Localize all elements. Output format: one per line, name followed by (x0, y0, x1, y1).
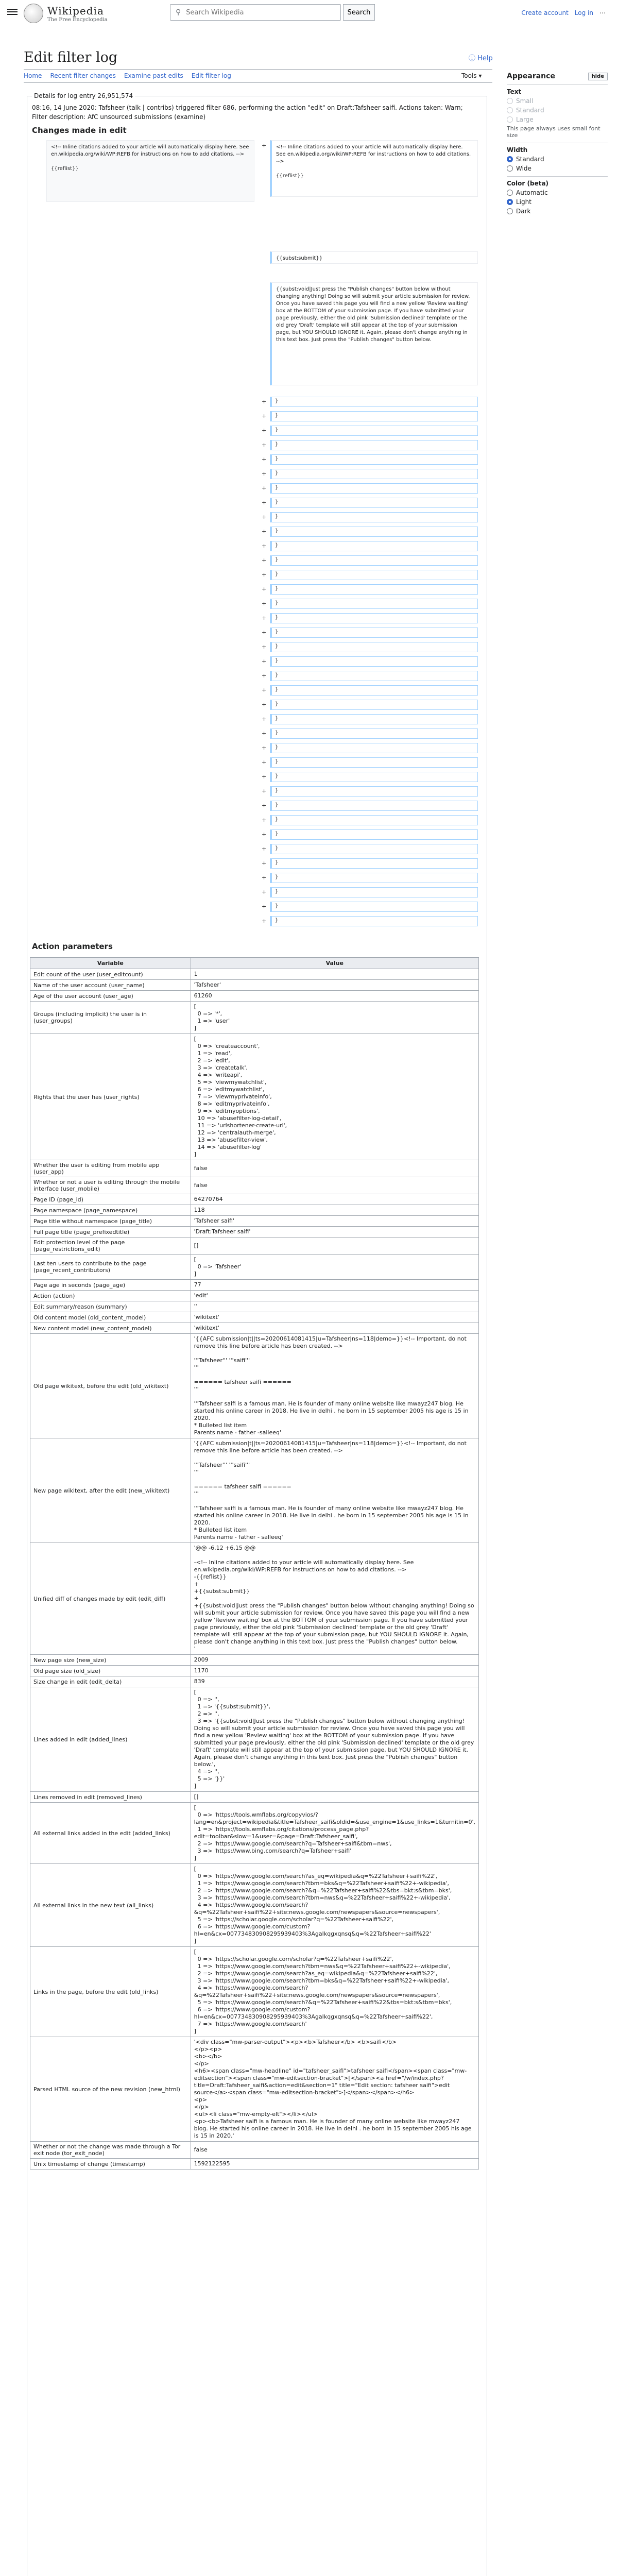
value-column-header: Value (191, 958, 478, 969)
appearance-title: Appearance (507, 72, 555, 80)
diff-plus-marker: + (262, 600, 267, 607)
param-value: [ 0 => 'createaccount', 1 => 'read', 2 => 'edit', 3 => 'createtalk', 4 => 'writeapi', 5 => 'viewmywatchlist', 6 => 'editmywatchlist', 7 => 'viewmyprivateinfo', 8 => 'editmyprivateinfo', 9 => 'editmyoptions', 10 => 'abusefilter-log-detail', 11 => 'urlshortener-create-url', 12 => 'centralauth-merge', 13 => 'abusefilter-view', 14 => 'abusefilter-log' ] (191, 1034, 478, 1160)
param-variable: Edit protection level of the page (page_restrictions_edit) (30, 1238, 191, 1255)
param-value: 'Tafsheer' (191, 980, 478, 991)
params-row (30, 1255, 479, 1280)
param-variable: Name of the user account (user_name) (30, 980, 191, 991)
param-value: 'wikitext' (191, 1312, 478, 1323)
diff-added-line: } (270, 642, 478, 652)
width-wide-radio[interactable]: Wide (507, 165, 608, 172)
diff-added-line: } (270, 584, 478, 595)
more-options-icon[interactable]: ⋯ (599, 9, 606, 16)
help-label: Help (477, 55, 493, 62)
diff-added-line: } (270, 772, 478, 782)
diff-added-block: <!-- Inline citations added to your article will automatically display here. See en.wikipedia.org/wiki/WP:REFB for instructions on how to add citations. --> {{reflist}} (270, 140, 478, 197)
params-row (30, 1194, 479, 1205)
diff-added-line: } (270, 483, 478, 494)
diff-added-line: } (270, 613, 478, 623)
params-row (30, 1655, 479, 1666)
diff-added-line: } (270, 887, 478, 897)
diff-added-line: } (270, 440, 478, 450)
diff-plus-marker: + (262, 672, 267, 679)
param-variable: New content model (new_content_model) (30, 1323, 191, 1334)
param-value: '<div class="mw-parser-output"><p><b>Tafsheer</b> <b>saifi</b> </p><p> <b></b> </p> <h6><span class="mw-headline" id="tafsheer_saifi">tafsheer saifi</span><span class="mw-editsection"><span class="mw-editsection-bracket">[</span><a href="/w/index.php?title=Draft:Tafsheer_saifi&action=edit&section=1" title="Edit section: tafsheer saifi">edit source</a><span class="mw-editsection-bracket">]</span></span></h6> <p> </p> <ul><li class="mw-empty-elt"></li></ul> <p><b>Tafsheer saifi is a famous man. He is founder of many online website like mwayz247 blog. He started his online career in 2018. He live in delhi . he born in 15 september 2005 his age is 15 in 2020.' (191, 2037, 478, 2142)
param-variable: Whether or not the change was made through a Tor exit node (tor_exit_node) (30, 2142, 191, 2159)
params-row (30, 1438, 479, 1543)
diff-plus-marker: + (262, 629, 267, 636)
params-row (30, 1334, 479, 1438)
text-size-group (507, 84, 608, 139)
param-variable: Page title without namespace (page_title) (30, 1216, 191, 1227)
params-row (30, 1291, 479, 1301)
param-variable: Page namespace (page_namespace) (30, 1205, 191, 1216)
param-value: 1 (191, 969, 478, 980)
diff-added-line: } (270, 512, 478, 522)
diff-added-line: } (270, 786, 478, 796)
param-value: 1170 (191, 1666, 478, 1676)
diff-plus-marker: + (262, 701, 267, 708)
param-variable: Groups (including implicit) the user is in (user_groups) (30, 1002, 191, 1034)
diff-plus-marker: + (262, 427, 267, 434)
diff-plus-marker: + (262, 730, 267, 737)
diff-plus-marker: + (262, 687, 267, 693)
diff-plus-marker: + (262, 586, 267, 592)
diff-added-line: } (270, 902, 478, 912)
param-value: '{{AFC submission|t||ts=20200614081415|u=Tafsheer|ns=118|demo=}}<!-- Important, do not remove this line before article has been created. --> '''Tafsheer''' '''saifi''' ''' ====== tafsheer saifi ====== ''' '''Tafsheer saifi is a famous man. He is founder of many online website like mwayz247 blog. He started his online career in 2018. He live in delhi . he born in 15 september 2005 his age is 15 in 2020. * Bulleted list item Parents name - father - salleeq' (191, 1438, 478, 1543)
diff-plus-marker: + (262, 470, 267, 477)
param-value: [ 0 => 'Tafsheer' ] (191, 1255, 478, 1280)
diff-added-void: {{subst:void|Just press the "Publish changes" button below without changing anything! Doing so will submit your article submission for review. Once you have saved this page you will find a new yellow 'Review waiting' box at the BOTTOM of your submission page. If you have submitted your page previously, either the old pink 'Submission declined' template or the old grey 'Draft' template will still appear at the top of your submission page, but YOU SHOULD IGNORE it. Again, please don't change anything in this text box. Just press the "Publish changes" button below. (270, 282, 478, 385)
diff-plus-marker: + (262, 442, 267, 448)
params-row (30, 1160, 479, 1177)
main-menu-icon[interactable] (7, 7, 18, 18)
param-value: [ 0 => 'https://scholar.google.com/scholar?q=%22Tafsheer+saifi%22', 1 => 'https://www.google.com/search?tbm=nws&q=%22Tafsheer+saifi%22+-wikipedia', 2 => 'https://www.google.com/search?as_eq=wikipedia&q=%22Tafsheer+saifi%22', 3 => 'https://www.google.com/search?tbm=bks&q=%22Tafsheer+saifi%22+-wikipedia', 4 => 'https://www.google.com/search?&q=%22Tafsheer+saifi%22+site:news.google.com/newspapers&source=newspapers', 5 => 'https://www.google.com/search?&q=%22Tafsheer+saifi%22&tbs=bkt:s&tbm=bks', 6 => 'https://www.google.com/custom?hl=en&cx=007734830908295939403%3Agalkqgxqnsq&q=%22Tafsheer+saifi%22', 7 => 'https://www.google.com/search' ] (191, 1947, 478, 2037)
diff-added-line: } (270, 570, 478, 580)
params-row (30, 1676, 479, 1687)
param-value: 839 (191, 1676, 478, 1687)
diff-added-line: } (270, 815, 478, 825)
diff-added-line: } (270, 757, 478, 768)
diff-added-line: } (270, 555, 478, 566)
diff-added-submit: {{subst:submit}} (270, 251, 478, 264)
tools-menu[interactable] (461, 72, 482, 79)
diff-added-line: } (270, 844, 478, 854)
param-variable: Age of the user account (user_age) (30, 991, 191, 1002)
param-variable: New page wikitext, after the edit (new_wikitext) (30, 1438, 191, 1543)
site-header (0, 0, 618, 27)
log-in-link[interactable]: Log in (574, 9, 593, 16)
diff-plus-marker: + (262, 759, 267, 766)
tab-examine-past-edits[interactable]: Examine past edits (124, 72, 183, 79)
param-value: [] (191, 1792, 478, 1803)
variable-column-header: Variable (30, 958, 191, 969)
diff-plus-marker: + (262, 528, 267, 535)
param-value: [ 0 => 'https://tools.wmflabs.org/copyvios/?lang=en&project=wikipedia&title=Tafsheer_saifi&oldid=&use_engine=1&use_links=1&turnitin=0', 1 => 'https://tools.wmflabs.org/citations/process_page.php?edit=toolbar&slow=1&user=&page=Draft:Tafsheer_saifi', 2 => 'https://www.google.com/search?q=Tafsheer+saifi&tbm=nws', 3 => 'https://www.bing.com/search?q=Tafsheer+saifi' ] (191, 1803, 478, 1864)
diff-plus-marker: + (262, 802, 267, 809)
param-value: [ 0 => 'https://www.google.com/search?as_eq=wikipedia&q=%22Tafsheer+saifi%22', 1 => 'https://www.google.com/search?tbm=bks&q=%22Tafsheer+saifi%22+-wikipedia', 2 => 'https://www.google.com/search?&q=%22Tafsheer+saifi%22&tbs=bkt:s&tbm=bks', 3 => 'https://www.google.com/search?tbm=nws&q=%22Tafsheer+saifi%22+-wikipedia', 4 => 'https://www.google.com/search?&q=%22Tafsheer+saifi%22+site:news.google.com/newspapers&source=newspapers', 5 => 'https://scholar.google.com/scholar?q=%22Tafsheer+saifi%22', 6 => 'https://www.google.com/custom?hl=en&cx=007734830908295939403%3Agalkqgxqnsq&q=%22Tafsheer+saifi%22' ] (191, 1864, 478, 1947)
diff-plus-marker: + (262, 658, 267, 665)
filter-nav-tabs (24, 72, 231, 79)
diff-added-line: } (270, 916, 478, 926)
param-value: 77 (191, 1280, 478, 1291)
wordmark: Wikipedia (47, 4, 104, 17)
param-variable: New page size (new_size) (30, 1655, 191, 1666)
param-value: '{{AFC submission|t||ts=20200614081415|u=Tafsheer|ns=118|demo=}}<!-- Important, do not remove this line before article has been created. --> '''Tafsheer''' '''saifi''' ''' ====== tafsheer saifi ====== ''' '''Tafsheer saifi is a famous man. He is founder of many online website like mwayz247 blog. He started his online career in 2018. He live in delhi . he born in 15 september 2005 his age is 15 in 2020. * Bulleted list item Parents name - father -salleeq' (191, 1334, 478, 1438)
param-variable: Lines added in edit (added_lines) (30, 1687, 191, 1792)
tab-home[interactable]: Home (24, 72, 42, 79)
params-row (30, 980, 479, 991)
param-value: 'wikitext' (191, 1323, 478, 1334)
param-value: 2009 (191, 1655, 478, 1666)
param-variable: Links in the page, before the edit (old_links) (30, 1947, 191, 2037)
param-variable: Whether or not a user is editing through the mobile interface (user_mobile) (30, 1177, 191, 1194)
tab-edit-filter-log[interactable]: Edit filter log (191, 72, 231, 79)
diff-plus-marker: + (262, 615, 267, 621)
diff-plus-marker: + (262, 571, 267, 578)
param-value: 118 (191, 1205, 478, 1216)
param-variable: Parsed HTML source of the new revision (new_html) (30, 2037, 191, 2142)
param-variable: Old content model (old_content_model) (30, 1312, 191, 1323)
color-group (507, 176, 608, 215)
params-row (30, 1666, 479, 1676)
param-variable: Whether the user is editing from mobile app (user_app) (30, 1160, 191, 1177)
diff-added-line: } (270, 671, 478, 681)
diff-added-line: } (270, 700, 478, 710)
create-account-link[interactable]: Create account (521, 9, 569, 16)
diff-plus-marker: + (262, 499, 267, 506)
width-label: Width (507, 146, 528, 154)
text-size-label: Text (507, 88, 522, 95)
param-value: [ 0 => '', 1 => '{{subst:submit}}', 2 => '', 3 => '{{subst:void|Just press the "Publish changes" button below without changing anything! Doing so will submit your article submission for review. Once you have saved this page you will find a new yellow 'Review waiting' box at the BOTTOM of your submission page. If you have submitted your page previously, either the old pink 'Submission declined' template or the old grey 'Draft' template will still appear at the top of your submission page, but YOU SHOULD IGNORE it. Again, please don't change anything in this text box. Just press the "Publish changes" button below.', 4 => '', 5 => '}}' ] (191, 1687, 478, 1792)
diff-plus-marker: + (262, 817, 267, 823)
param-variable: Old page wikitext, before the edit (old_wikitext) (30, 1334, 191, 1438)
color-label: Color (beta) (507, 180, 549, 187)
params-row (30, 1177, 479, 1194)
param-variable: All external links in the new text (all_links) (30, 1864, 191, 1947)
diff-plus-marker: + (262, 918, 267, 924)
diff-added-line: } (270, 728, 478, 739)
color-light-radio[interactable]: Light (507, 198, 608, 206)
diff-added-line: } (270, 541, 478, 551)
help-icon: ⓘ (469, 55, 476, 62)
diff-added-line: } (270, 801, 478, 811)
params-row (30, 1227, 479, 1238)
diff-added-line: } (270, 527, 478, 537)
diff-plus-marker: + (262, 413, 267, 419)
tagline: The Free Encyclopedia (47, 16, 108, 23)
diff-added-line: } (270, 685, 478, 696)
tab-divider (24, 82, 492, 83)
diff-added-line: } (270, 397, 478, 407)
search-button[interactable]: Search (343, 4, 375, 21)
params-row (30, 1323, 479, 1334)
diff-plus-marker: + (262, 142, 267, 149)
text-standard-radio[interactable]: Standard (507, 107, 608, 114)
diff-plus-marker: + (262, 514, 267, 520)
diff-added-line: } (270, 858, 478, 869)
diff-plus-marker: + (262, 860, 267, 867)
params-row (30, 2037, 479, 2142)
diff-plus-marker: + (262, 903, 267, 910)
diff-plus-marker: + (262, 557, 267, 564)
param-value: false (191, 1177, 478, 1194)
param-value: 'edit' (191, 1291, 478, 1301)
text-size-note: This page always uses small font size (507, 125, 600, 139)
param-variable: Old page size (old_size) (30, 1666, 191, 1676)
color-automatic-radio[interactable]: Automatic (507, 189, 608, 196)
page-title: Edit filter log (24, 49, 118, 65)
diff-plus-marker: + (262, 716, 267, 722)
diff-added-line: } (270, 411, 478, 421)
params-row (30, 1301, 479, 1312)
params-header-row (30, 958, 479, 969)
params-row (30, 1792, 479, 1803)
diff-plus-marker: + (262, 889, 267, 895)
diff-added-line: } (270, 628, 478, 638)
params-row (30, 1205, 479, 1216)
param-variable: Rights that the user has (user_rights) (30, 1034, 191, 1160)
param-value: 'Tafsheer saifi' (191, 1216, 478, 1227)
diff-added-line: } (270, 426, 478, 436)
diff-plus-marker: + (262, 773, 267, 780)
params-row (30, 2159, 479, 2170)
diff-plus-marker: + (262, 744, 267, 751)
params-row (30, 1216, 479, 1227)
search-box (170, 4, 341, 21)
log-entry-summary: 08:16, 14 June 2020: Tafsheer (talk | contribs) triggered filter 686, performing the action "edit" on Draft:Tafsheer saifi. Actions taken: Warn; Filter description: AfC unsourced submissions (examine) (32, 104, 463, 121)
param-variable: All external links added in the edit (added_links) (30, 1803, 191, 1864)
log-entry-legend: Details for log entry 26,951,574 (32, 92, 135, 99)
params-row (30, 969, 479, 980)
diff-added-line: } (270, 656, 478, 667)
width-group (507, 143, 608, 172)
diff-plus-marker: + (262, 543, 267, 549)
tools-label: Tools (461, 72, 477, 79)
appearance-panel (507, 72, 608, 217)
param-value: 'Draft:Tafsheer saifi' (191, 1227, 478, 1238)
personal-tools (521, 9, 606, 16)
param-value: 61260 (191, 991, 478, 1002)
diff-added-line: } (270, 743, 478, 753)
diff-added-line: } (270, 454, 478, 465)
width-standard-radio[interactable]: Standard (507, 156, 608, 163)
params-row (30, 991, 479, 1002)
param-variable: Unix timestamp of change (timestamp) (30, 2159, 191, 2170)
param-value: [] (191, 1238, 478, 1255)
param-value: false (191, 2142, 478, 2159)
params-row (30, 1034, 479, 1160)
diff-plus-marker: + (262, 398, 267, 405)
param-variable: Lines removed in edit (removed_lines) (30, 1792, 191, 1803)
diff-removed-block: <!-- Inline citations added to your article will automatically display here. See en.wikipedia.org/wiki/WP:REFB for instructions on how to add citations. --> {{reflist}} (46, 140, 254, 202)
param-variable: Edit count of the user (user_editcount) (30, 969, 191, 980)
param-variable: Page age in seconds (page_age) (30, 1280, 191, 1291)
text-large-radio[interactable]: Large (507, 116, 608, 123)
param-value: 64270764 (191, 1194, 478, 1205)
params-row (30, 1280, 479, 1291)
action-parameters-table (30, 957, 479, 2170)
diff-added-line: } (270, 599, 478, 609)
params-row (30, 1947, 479, 2037)
params-heading: Action parameters (32, 942, 113, 951)
param-value: false (191, 1160, 478, 1177)
param-variable: Unified diff of changes made by edit (edit_diff) (30, 1543, 191, 1655)
params-row (30, 1803, 479, 1864)
diff-plus-marker: + (262, 643, 267, 650)
title-divider (24, 69, 492, 70)
params-row (30, 1543, 479, 1655)
diff-plus-marker: + (262, 874, 267, 881)
wikipedia-globe-icon (24, 4, 43, 23)
diff-plus-marker: + (262, 485, 267, 492)
diff-plus-marker: + (262, 456, 267, 463)
diff-added-line: } (270, 498, 478, 508)
diff-added-line: } (270, 873, 478, 883)
param-variable: Full page title (page_prefixedtitle) (30, 1227, 191, 1238)
help-link[interactable] (469, 53, 493, 62)
params-row (30, 1864, 479, 1947)
diff-plus-marker: + (262, 788, 267, 794)
diff-added-line: } (270, 714, 478, 724)
param-value: [ 0 => '*', 1 => 'user' ] (191, 1002, 478, 1034)
params-row (30, 1002, 479, 1034)
appearance-hide-button[interactable]: hide (588, 73, 608, 80)
chevron-down-icon: ▾ (478, 72, 482, 79)
param-variable: Edit summary/reason (summary) (30, 1301, 191, 1312)
param-variable: Page ID (page_id) (30, 1194, 191, 1205)
params-row (30, 1312, 479, 1323)
params-row (30, 2142, 479, 2159)
search-icon: ⚲ (176, 8, 181, 16)
tab-recent-filter-changes[interactable]: Recent filter changes (50, 72, 116, 79)
param-variable: Size change in edit (edit_delta) (30, 1676, 191, 1687)
param-value: '' (191, 1301, 478, 1312)
diff-added-line: } (270, 829, 478, 840)
diff-added-line: } (270, 469, 478, 479)
diff-plus-marker: + (262, 845, 267, 852)
param-variable: Last ten users to contribute to the page (page_recent_contributors) (30, 1255, 191, 1280)
param-variable: Action (action) (30, 1291, 191, 1301)
text-small-radio[interactable]: Small (507, 97, 608, 105)
params-row (30, 1687, 479, 1792)
diff-plus-marker: + (262, 831, 267, 838)
params-row (30, 1238, 479, 1255)
param-value: 1592122595 (191, 2159, 478, 2170)
color-dark-radio[interactable]: Dark (507, 208, 608, 215)
param-value: '@@ -6,12 +6,15 @@ -<!-- Inline citations added to your article will automatically display here. See en.wikipedia.org/wiki/WP:REFB for instructions on how to add citations. --> -{{reflist}} + +{{subst:submit}} + +{{subst:void|Just press the "Publish changes" button below without changing anything! Doing so will submit your article submission for review. Once you have saved this page you will find a new yellow 'Review waiting' box at the BOTTOM of your submission page. If you have submitted your page previously, either the old pink 'Submission declined' template or the old grey 'Draft' template will still appear at the top of your submission page, but YOU SHOULD IGNORE it. Again, please don't change anything in this text box. Just press the "Publish changes" button below. ' (191, 1543, 478, 1655)
wikipedia-logo[interactable] (24, 3, 137, 24)
changes-heading: Changes made in edit (32, 126, 127, 135)
search-input[interactable] (185, 8, 331, 17)
